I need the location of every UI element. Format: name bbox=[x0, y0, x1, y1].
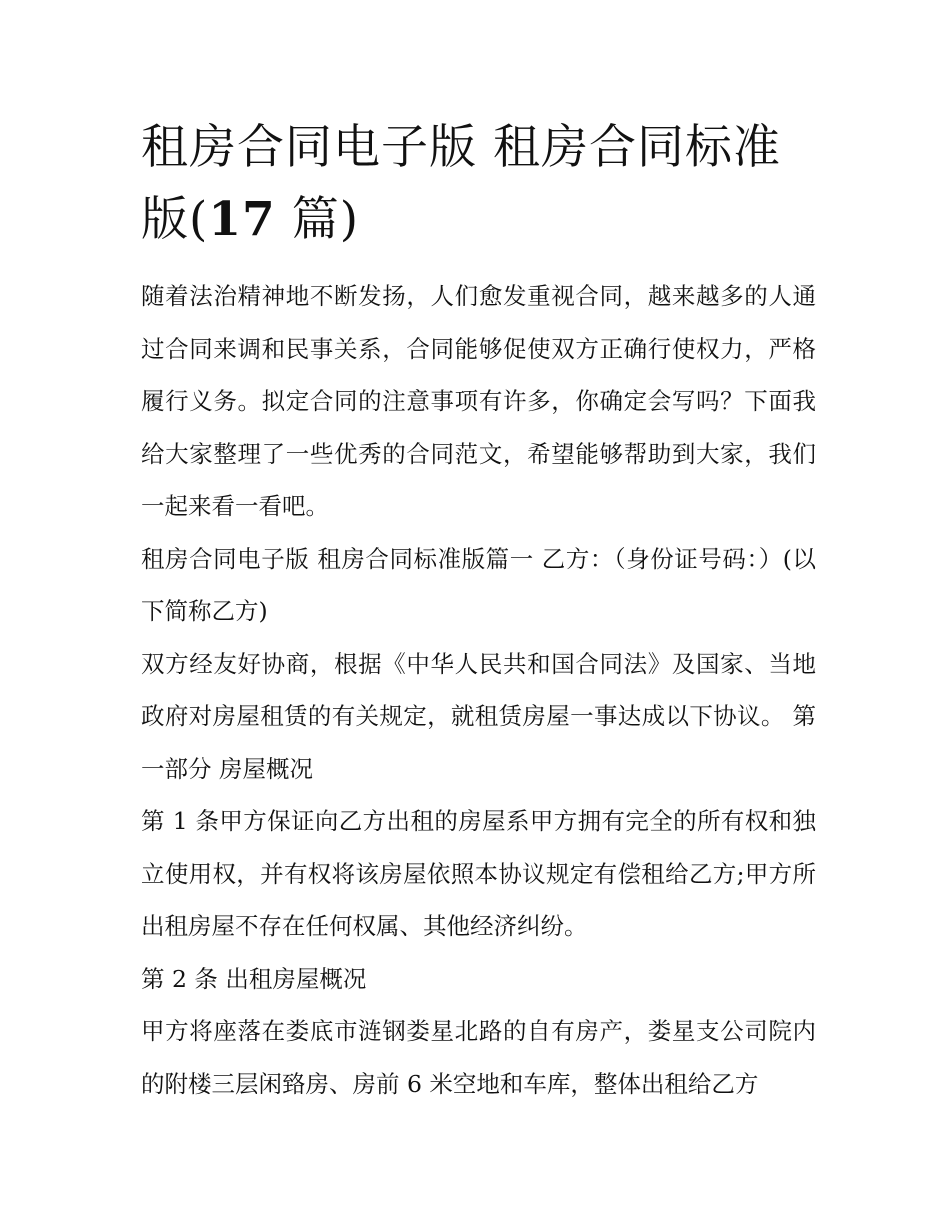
article-1-paragraph: 第 1 条甲方保证向乙方出租的房屋系甲方拥有完全的所有权和独立使用权，并有权将该房屋依照本协议规定有偿租给乙方;甲方所出租房屋不存在任何权属、其他经济纠纷。 bbox=[141, 807, 816, 940]
property-description-paragraph: 甲方将座落在娄底市涟钢娄星北路的自有房产，娄星支公司院内的附楼三层闲臵房、房前 6 米空地和车库，整体出租给乙方 bbox=[141, 1017, 816, 1098]
section-heading-part-one: 租房合同电子版 租房合同标准版篇一 乙方：（身份证号码：）(以下简称乙方) bbox=[141, 544, 816, 625]
intro-paragraph: 随着法治精神地不断发扬，人们愈发重视合同，越来越多的人通过合同来调和民事关系，合同能够促使双方正确行使权力，严格履行义务。拟定合同的注意事项有许多，你确定会写吗？下面我给大家整理了一些优秀的合同范文，希望能够帮助到大家，我们一起来看一看吧。 bbox=[141, 282, 816, 520]
title-text-part1: 租房合同电子版 租房合同标准版( bbox=[141, 120, 781, 247]
title-text-part2: 篇) bbox=[275, 192, 360, 247]
document-page bbox=[141, 112, 816, 1110]
document-body bbox=[141, 270, 816, 1110]
title-count: 17 bbox=[208, 192, 276, 247]
document-title bbox=[141, 112, 816, 256]
agreement-paragraph: 双方经友好协商，根据《中华人民共和国合同法》及国家、当地政府对房屋租赁的有关规定，就租赁房屋一事达成以下协议。 第一部分 房屋概况 bbox=[141, 649, 816, 783]
article-2-heading: 第 2 条 出租房屋概况 bbox=[141, 964, 367, 993]
